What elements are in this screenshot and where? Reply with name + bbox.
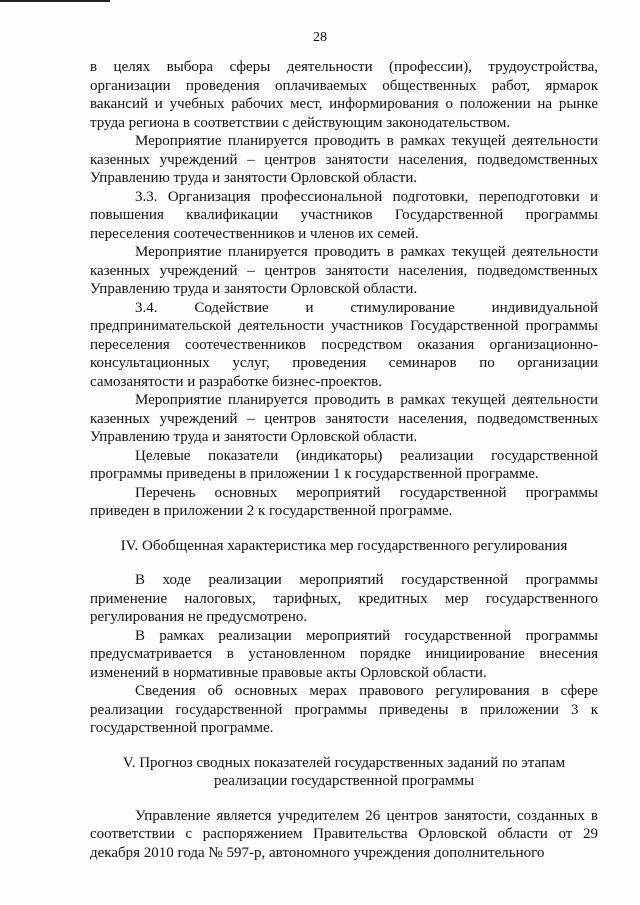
paragraph: 3.4. Содействие и стимулирование индивидуальной предпринимательской деятельности участников Государственной программы переселения соотечественников посредством оказания организационно-консультационных услуг, проведения семинаров по организации самозанятости и разработке бизнес-проектов. <box>90 299 598 390</box>
section-gap <box>90 521 598 537</box>
paragraph: Целевые показатели (индикаторы) реализации государственной программы приведены в приложении 1 к государственной программе. <box>90 447 598 482</box>
scan-corner-mark <box>0 0 110 2</box>
section-heading: IV. Обобщенная характеристика мер государственного регулирования <box>120 537 568 554</box>
section-gap <box>90 738 598 754</box>
section-gap <box>90 791 598 807</box>
document-body <box>90 58 598 862</box>
page-number: 28 <box>313 30 327 45</box>
paragraph: в целях выбора сферы деятельности (профессии), трудоустройства, организации проведения оплачиваемых общественных работ, ярмарок вакансий и учебных рабочих мест, информирования о положении на рынке труда региона в соответствии с действующим законодательством. <box>90 59 598 131</box>
paragraph: Сведения об основных мерах правового регулирования в сфере реализации государственной программы приведены в приложении 3 к государственной программе. <box>90 683 598 736</box>
paragraph: Перечень основных мероприятий государственной программы приведен в приложении 2 к государственной программе. <box>90 484 598 519</box>
paragraph: В ходе реализации мероприятий государственной программы применение налоговых, тарифных, кредитных мер государственного регулирования не предусмотрено. <box>90 572 598 625</box>
paragraph: Мероприятие планируется проводить в рамках текущей деятельности казенных учреждений – центров занятости населения, подведомственных Управлению труда и занятости Орловской области. <box>90 133 598 186</box>
paragraph: В рамках реализации мероприятий государственной программы предусматривается в установленном порядке инициирование внесения изменений в нормативные правовые акты Орловской области. <box>90 627 598 681</box>
section-heading: V. Прогноз сводных показателей государственных заданий по этапам реализации государственной программы <box>122 754 566 789</box>
paragraph: Управление является учредителем 26 центров занятости, созданных в соответствии с распоряжением Правительства Орловской области от 29 декабря 2010 года № 597-р, автономного учреждения дополнительного <box>90 807 598 861</box>
section-gap <box>90 555 598 571</box>
paragraph: Мероприятие планируется проводить в рамках текущей деятельности казенных учреждений – центров занятости населения, подведомственных Управлению труда и занятости Орловской области. <box>90 244 598 297</box>
paragraph: Мероприятие планируется проводить в рамках текущей деятельности казенных учреждений – центров занятости населения, подведомственных Управлению труда и занятости Орловской области. <box>90 392 598 445</box>
paragraph: 3.3. Организация профессиональной подготовки, переподготовки и повышения квалификации участников Государственной программы переселения соотечественников и членов их семей. <box>90 188 598 242</box>
